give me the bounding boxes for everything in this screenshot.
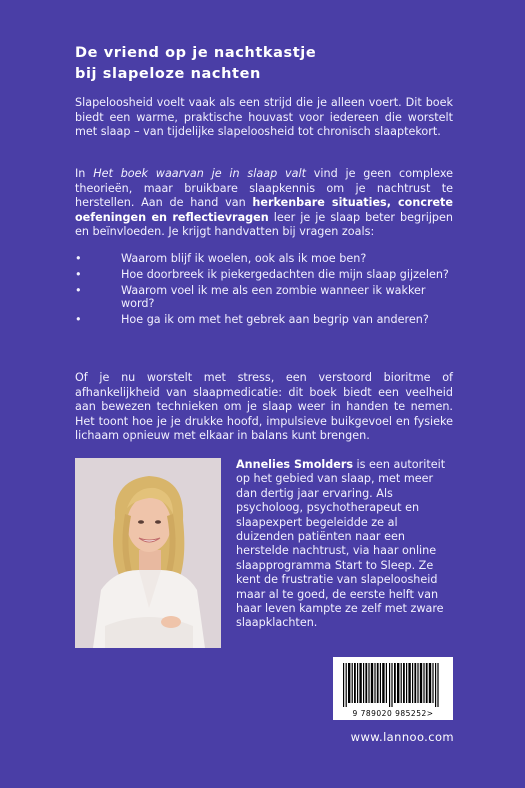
author-name: Annelies Smolders [236, 458, 353, 471]
isbn-trailing-mark: > [426, 709, 434, 718]
author-bio [236, 458, 454, 631]
p2-mid: vind je geen complexe theorieën, maar bruikbare slaapkennis om je nachtrust te herstellen. Aan de hand van [75, 167, 454, 210]
intro-paragraph-1: Slapeloosheid voelt vaak als een strijd die je alleen voert. Dit boek biedt een warme, praktische houvast voor iedereen die worstelt met slaap – van tijdelijke slapeloosheid tot chronisch slaaptekort. [75, 96, 453, 139]
list-item [75, 313, 453, 327]
bullet-icon: • [75, 313, 82, 327]
headline-line-2: bij slapeloze nachten [75, 66, 261, 82]
p2-in: In [75, 167, 94, 180]
intro-paragraph-2 [75, 167, 453, 240]
headline-line-1: De vriend op je nachtkastje [75, 45, 317, 61]
question-text: Hoe doorbreek ik piekergedachten die mijn slaap gijzelen? [121, 267, 449, 281]
question-list [75, 252, 453, 329]
book-title-italic: Het boek waarvan je in slaap valt [93, 167, 306, 180]
publisher-website: www.lannoo.com [350, 730, 454, 744]
isbn-digits: 9 789020 985252 [352, 709, 427, 718]
headline [75, 43, 475, 85]
closing-paragraph: Of je nu worstelt met stress, een verstoord bioritme of afhankelijkheid van slaapmedicatie: dit boek biedt een veelheid aan bewezen technieken om je slaap weer in handen te nemen. Het toont hoe je je drukke hoofd, impulsieve buikgevoel en fysieke lichaam opnieuw met elkaar in balans kunt brengen. [75, 371, 453, 443]
author-photo [75, 458, 221, 648]
bullet-icon: • [75, 267, 82, 281]
question-text: Hoe ga ik om met het gebrek aan begrip van anderen? [121, 313, 429, 327]
bullet-icon: • [75, 252, 82, 265]
p2-end: leer je je slaap beter begrijpen en beïnvloeden. Je krijgt handvatten bij vragen zoals: [75, 210, 454, 239]
list-item [75, 284, 453, 312]
isbn-barcode [333, 657, 453, 720]
question-text: Waarom voel ik me als een zombie wanneer ik wakker word? [121, 283, 426, 311]
p2-bold-phrase: herkenbare situaties, concrete oefeningen en reflectievragen [75, 196, 453, 224]
barcode-bars [333, 657, 453, 709]
isbn-number [333, 709, 453, 718]
author-bio-text: is een autoriteit op het gebied van slaap, met meer dan dertig jaar ervaring. Als psycholoog, psychotherapeut en slaapexpert begeleidde ze al duizenden patiënten naar een herstelde nachtrust, via haar online slaapprogramma Start to Sleep. Ze kent de frustratie van slapeloosheid maar al te goed, de eerste helft van haar leven kampte ze zelf met zware slaapklachten. [236, 458, 446, 630]
bullet-icon: • [75, 283, 82, 297]
question-text: Waarom blijf ik woelen, ook als ik moe ben? [121, 252, 367, 265]
list-item [75, 268, 453, 282]
list-item [75, 252, 453, 266]
